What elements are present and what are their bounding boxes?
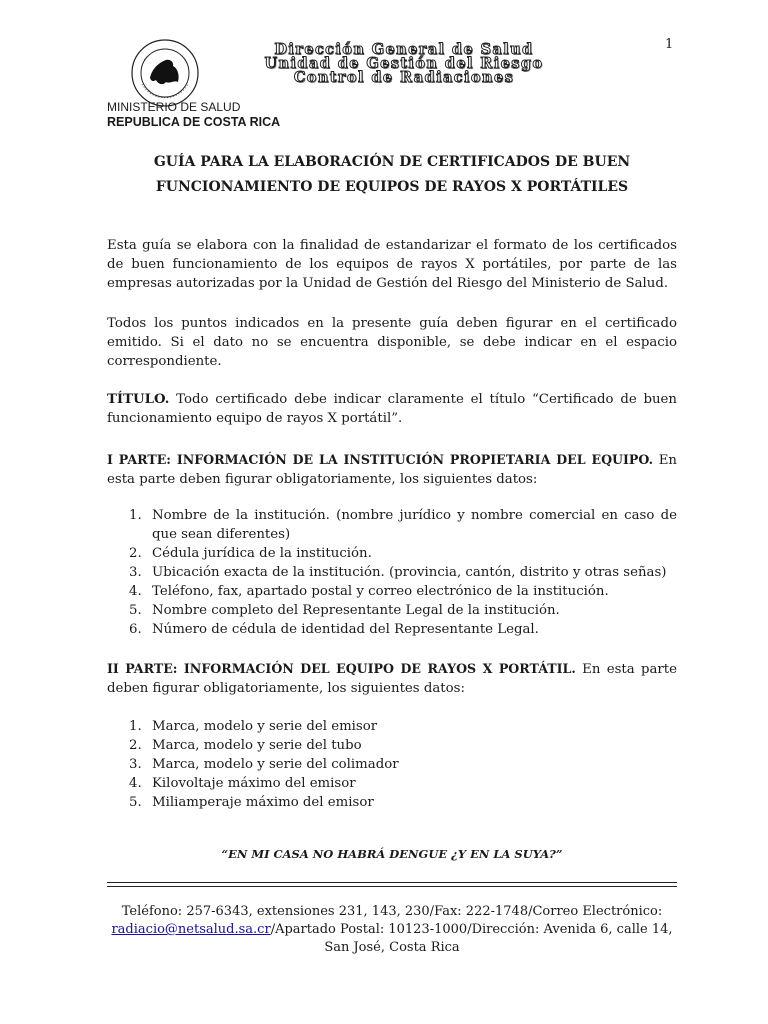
list-text: Teléfono, fax, apartado postal y correo electrónico de la institución. bbox=[152, 584, 609, 599]
list-number: 1. bbox=[129, 508, 142, 523]
slogan: “EN MI CASA NO HABRÁ DENGUE ¿Y EN LA SUYA?” bbox=[221, 847, 563, 861]
footer-divider bbox=[107, 886, 677, 887]
list-item bbox=[107, 620, 677, 639]
list-text: Ubicación exacta de la institución. (provincia, cantón, distrito y otras señas) bbox=[152, 565, 667, 580]
footer-address-text: /Apartado Postal: 10123-1000/Dirección: Avenida 6, calle 14, bbox=[270, 922, 673, 937]
list-item bbox=[107, 755, 677, 774]
footer-divider bbox=[107, 882, 677, 883]
list-item bbox=[107, 563, 677, 582]
footer-address-line bbox=[107, 921, 677, 939]
page-number: 1 bbox=[665, 37, 674, 52]
list-item bbox=[107, 601, 677, 620]
part1-paragraph bbox=[107, 450, 677, 489]
letterhead-line: Unidad de Gestión del Riesgo bbox=[264, 55, 544, 72]
list-item bbox=[107, 774, 677, 793]
list-text: Nombre completo del Representante Legal de la institución. bbox=[152, 603, 560, 618]
list-number: 5. bbox=[129, 603, 142, 618]
part2-paragraph bbox=[107, 659, 677, 698]
list-item bbox=[107, 793, 677, 812]
list-number: 2. bbox=[129, 546, 142, 561]
ministry-name: MINISTERIO DE SALUD bbox=[107, 100, 241, 114]
list-number: 6. bbox=[129, 622, 142, 637]
list-text: Marca, modelo y serie del emisor bbox=[152, 719, 378, 734]
list-text: Cédula jurídica de la institución. bbox=[152, 546, 372, 561]
letterhead bbox=[200, 43, 608, 85]
part2-text: En esta parte deben figurar obligatoriamente, los siguientes datos: bbox=[107, 662, 677, 696]
list-text: Kilovoltaje máximo del emisor bbox=[152, 776, 356, 791]
list-number: 3. bbox=[129, 565, 142, 580]
letterhead-line: Dirección General de Salud bbox=[274, 41, 534, 58]
costa-rica-seal-icon bbox=[130, 38, 200, 108]
footer bbox=[107, 903, 677, 957]
part2-list bbox=[107, 717, 677, 812]
titulo-paragraph bbox=[107, 390, 677, 428]
part1-text: En esta parte deben figurar obligatoriamente, los siguientes datos: bbox=[107, 453, 677, 487]
list-number: 1. bbox=[129, 719, 142, 734]
part2-heading: II PARTE: INFORMACIÓN DEL EQUIPO DE RAYOS X PORTÁTIL. bbox=[107, 661, 576, 676]
document-title bbox=[106, 150, 678, 200]
email-link[interactable]: radiacio@netsalud.sa.cr bbox=[111, 922, 271, 937]
titulo-label: TÍTULO. bbox=[107, 392, 170, 407]
list-text: Nombre de la institución. (nombre jurídico y nombre comercial en caso de que sean diferentes) bbox=[152, 508, 677, 542]
footer-city-line: San José, Costa Rica bbox=[324, 940, 460, 955]
list-number: 4. bbox=[129, 776, 142, 791]
part1-list bbox=[107, 506, 677, 639]
republic-name: REPUBLICA DE COSTA RICA bbox=[107, 115, 281, 129]
list-item bbox=[107, 736, 677, 755]
list-number: 2. bbox=[129, 738, 142, 753]
title-line: GUÍA PARA LA ELABORACIÓN DE CERTIFICADOS DE BUEN bbox=[153, 154, 631, 170]
list-text: Miliamperaje máximo del emisor bbox=[152, 795, 374, 810]
intro-paragraph: Esta guía se elabora con la finalidad de estandarizar el formato de los certificados de buen funcionamiento de los equipos de rayos X portátiles, por parte de las empresas autorizadas por la Unidad de Gestión del Riesgo del Ministerio de Salud. bbox=[107, 238, 677, 291]
part1-heading: I PARTE: INFORMACIÓN DE LA INSTITUCIÓN PROPIETARIA DEL EQUIPO. bbox=[107, 452, 653, 467]
list-item bbox=[107, 506, 677, 544]
list-number: 3. bbox=[129, 757, 142, 772]
list-text: Número de cédula de identidad del Representante Legal. bbox=[152, 622, 539, 637]
letterhead-line: Control de Radiaciones bbox=[293, 69, 515, 86]
list-text: Marca, modelo y serie del tubo bbox=[152, 738, 362, 753]
title-line: FUNCIONAMIENTO DE EQUIPOS DE RAYOS X PORTÁTILES bbox=[155, 179, 629, 195]
requirements-paragraph: Todos los puntos indicados en la presente guía deben figurar en el certificado emitido. Si el dato no se encuentra disponible, se debe indicar en el espacio correspondiente. bbox=[107, 316, 677, 369]
list-item bbox=[107, 717, 677, 736]
ministry-block bbox=[107, 100, 280, 130]
list-number: 4. bbox=[129, 584, 142, 599]
list-number: 5. bbox=[129, 795, 142, 810]
list-item bbox=[107, 582, 677, 601]
list-item bbox=[107, 544, 677, 563]
titulo-text: Todo certificado debe indicar claramente el título “Certificado de buen funcionamiento equipo de rayos X portátil”. bbox=[107, 392, 677, 426]
list-text: Marca, modelo y serie del colimador bbox=[152, 757, 399, 772]
footer-contact-line: Teléfono: 257-6343, extensiones 231, 143, 230/Fax: 222-1748/Correo Electrónico: bbox=[121, 904, 663, 919]
